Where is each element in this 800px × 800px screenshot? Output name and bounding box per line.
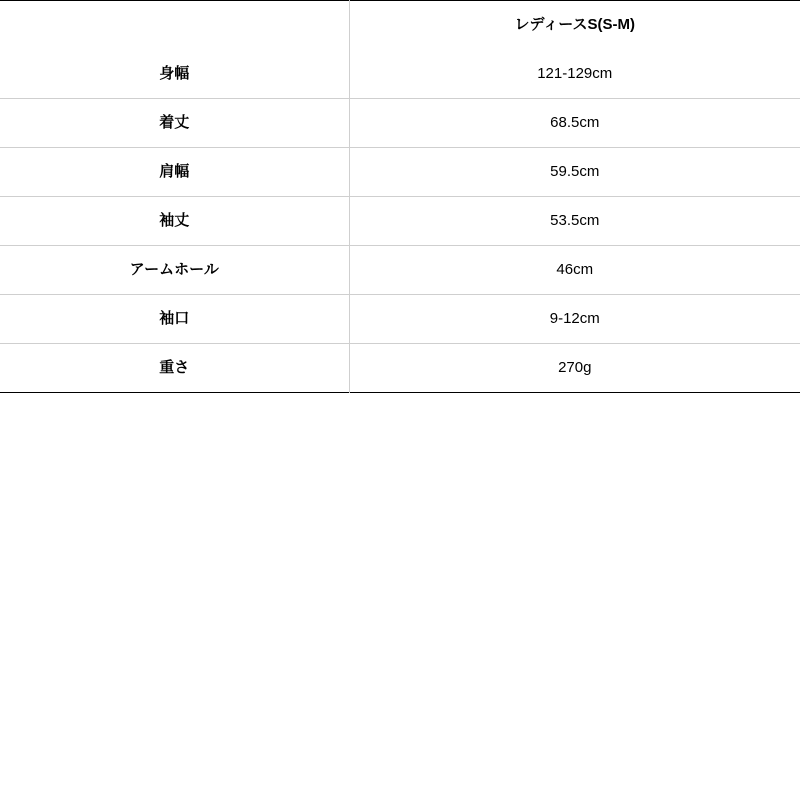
header-size-cell: レディースS(S-M) — [514, 16, 636, 34]
measurement-label: 袖口 — [0, 295, 349, 344]
measurement-label: 重さ — [0, 344, 349, 393]
table-row — [0, 50, 800, 99]
table-row — [0, 246, 800, 295]
size-chart-table — [0, 0, 800, 393]
table-body — [0, 50, 800, 393]
table-row — [0, 344, 800, 393]
header-label-cell — [0, 1, 349, 50]
measurement-label: 袖丈 — [0, 197, 349, 246]
measurement-value: 9-12cm — [349, 295, 800, 344]
table-row — [0, 99, 800, 148]
table-row — [0, 197, 800, 246]
measurement-label: 身幅 — [0, 50, 349, 99]
measurement-value: 46cm — [349, 246, 800, 295]
measurement-value: 68.5cm — [349, 99, 800, 148]
measurement-value: 59.5cm — [349, 148, 800, 197]
measurement-label: アームホール — [0, 246, 349, 295]
table-header — [0, 1, 800, 50]
table-row — [0, 295, 800, 344]
measurement-value: 121-129cm — [349, 50, 800, 99]
table-row — [0, 148, 800, 197]
measurement-value: 270g — [558, 359, 592, 376]
measurement-label: 肩幅 — [0, 148, 349, 197]
measurement-value: 53.5cm — [349, 197, 800, 246]
measurement-label: 着丈 — [0, 99, 349, 148]
table-header-row — [0, 1, 800, 50]
